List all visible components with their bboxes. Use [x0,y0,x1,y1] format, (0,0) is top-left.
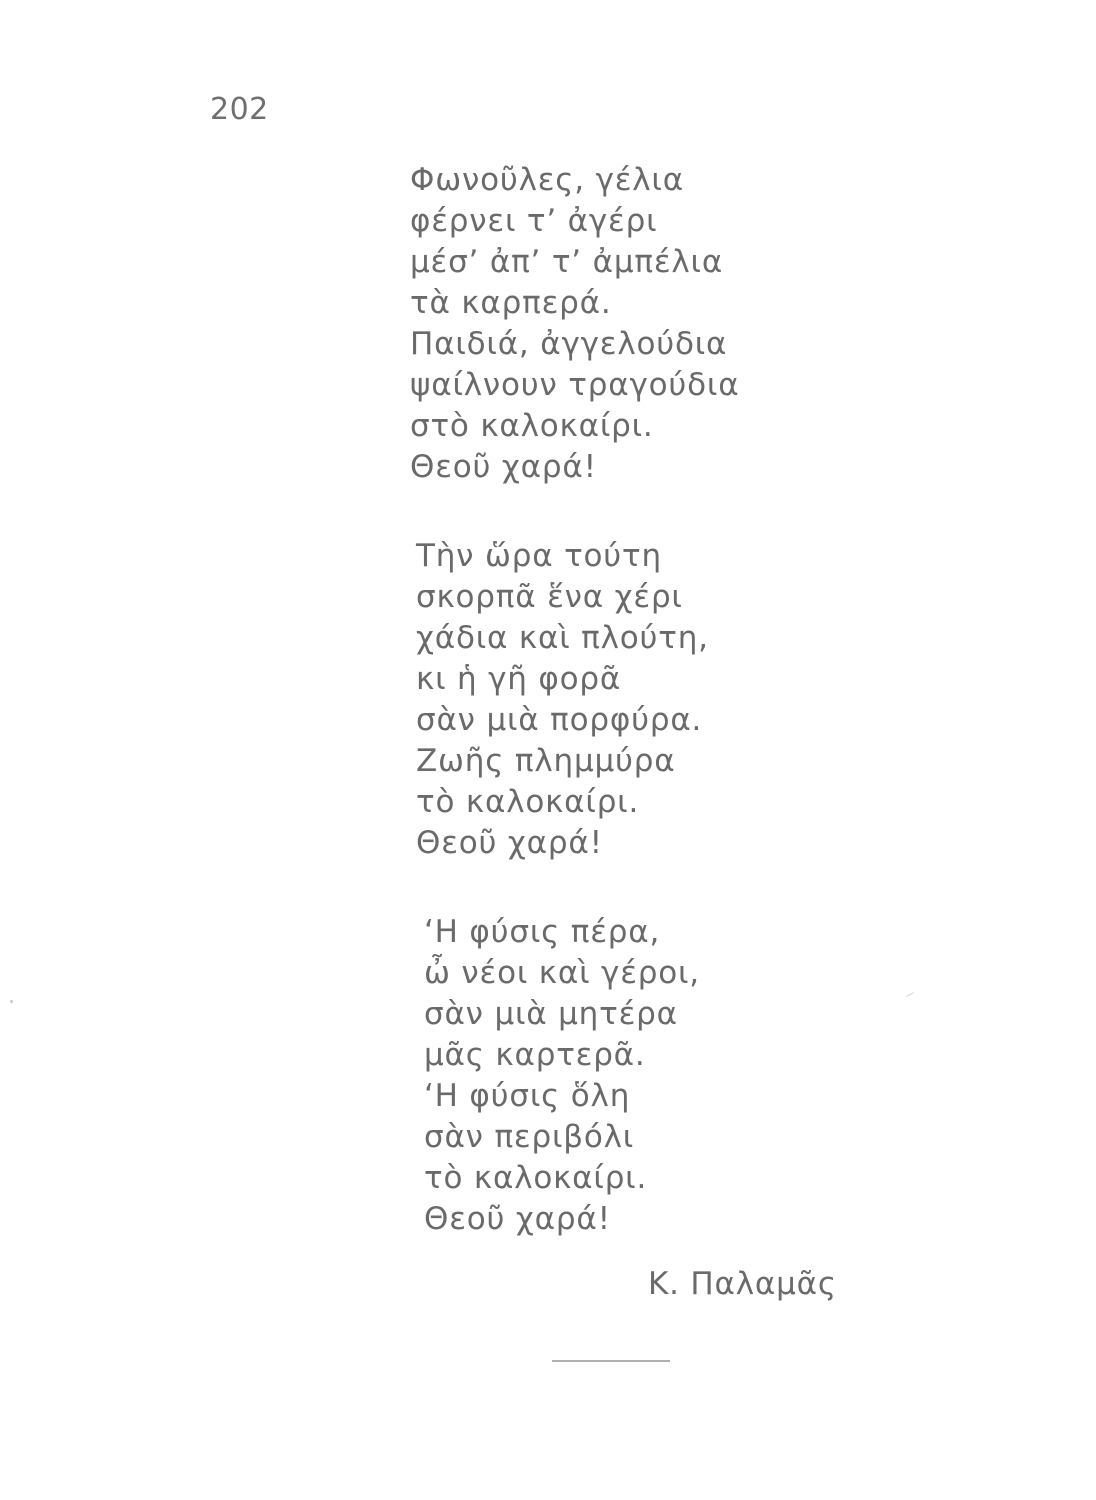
poem-line: σκορπᾶ ἕνα χέρι [416,579,683,615]
page-number: 202 [210,92,269,127]
poem-line: μᾶς καρτερᾶ. [424,1037,646,1073]
poem-line: τὸ καλοκαίρι. [424,1160,648,1196]
poem-line: σὰν μιὰ μητέρα [424,996,678,1032]
poem-line: Ζωῆς πλημμύρα [416,743,676,779]
poem-line: σὰν μιὰ πορφύρα. [416,702,703,738]
poem-line: Θεοῦ χαρά! [410,449,597,485]
paper-speck [10,1000,13,1003]
end-rule-divider [552,1360,670,1362]
poem-line: ‘Η φύσις ὅλη [424,1078,631,1114]
poem-line: ψαίλνουν τραγούδια [410,367,740,403]
poem-line: ὦ νέοι καὶ γέροι, [424,955,700,991]
poem-line: τὸ καλοκαίρι. [416,784,640,820]
poem-line: φέρνει τ’ ἀγέρι [410,203,658,239]
poem-line: Φωνοῦλες, γέλια [410,162,684,198]
author-signature: Κ. Παλαμᾶς [648,1266,837,1302]
stanza-2 [410,536,970,864]
stanza-1 [410,160,970,488]
poem-line: Τὴν ὥρα τούτη [416,538,662,574]
stanza-3 [410,912,970,1240]
poem-line: στὸ καλοκαίρι. [410,408,654,444]
poem [410,160,970,1240]
poem-line: Θεοῦ χαρά! [424,1201,611,1237]
poem-line: Θεοῦ χαρά! [416,825,603,861]
poem-line: σὰν περιβόλι [424,1119,635,1155]
poem-line: ‘Η φύσις πέρα, [424,914,661,950]
poem-line: χάδια καὶ πλούτη, [416,620,709,656]
poem-line: τὰ καρπερά. [410,285,612,321]
poem-line: μέσ’ ἀπ’ τ’ ἀμπέλια [410,244,724,280]
poem-line: κι ἡ γῆ φορᾶ [416,661,622,697]
poem-line: Παιδιά, ἀγγελούδια [410,326,728,362]
